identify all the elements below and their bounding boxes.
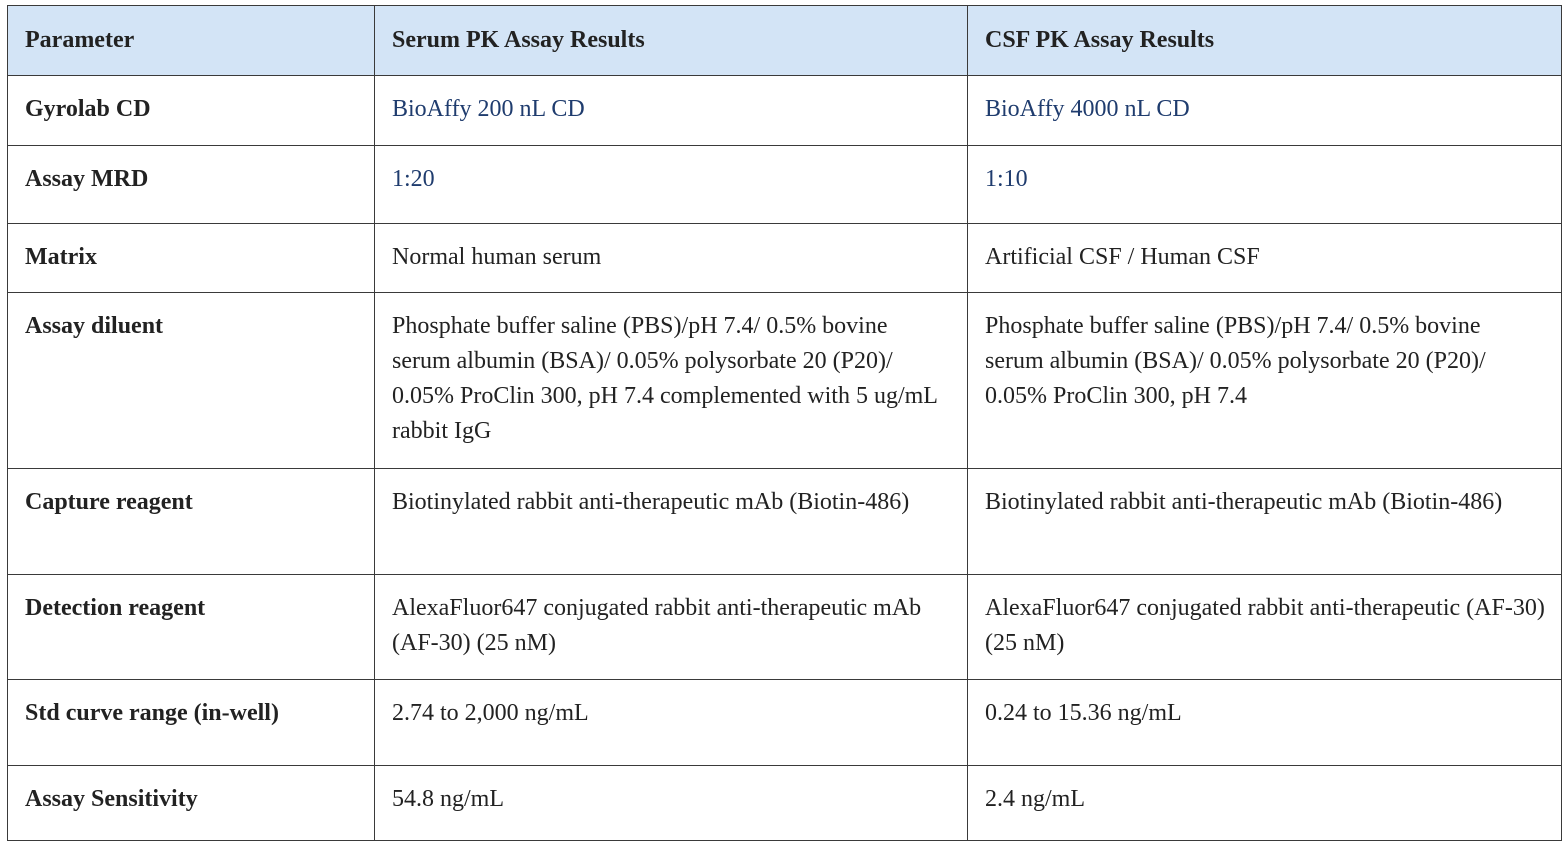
- row-parameter: Capture reagent: [8, 469, 375, 575]
- row-parameter: Assay MRD: [8, 146, 375, 224]
- header-parameter: Parameter: [8, 6, 375, 76]
- row-parameter: Matrix: [8, 224, 375, 293]
- csf-value: 2.4 ng/mL: [968, 766, 1562, 841]
- serum-value: Biotinylated rabbit anti-therapeutic mAb (Biotin-486): [375, 469, 968, 575]
- serum-value: 2.74 to 2,000 ng/mL: [375, 680, 968, 766]
- table-row: [8, 224, 1562, 293]
- header-serum: Serum PK Assay Results: [375, 6, 968, 76]
- serum-value: Normal human serum: [375, 224, 968, 293]
- csf-value: Biotinylated rabbit anti-therapeutic mAb (Biotin-486): [968, 469, 1562, 575]
- table-row: [8, 575, 1562, 680]
- table-header-row: [8, 6, 1562, 76]
- row-parameter: Assay Sensitivity: [8, 766, 375, 841]
- row-parameter: Gyrolab CD: [8, 76, 375, 146]
- serum-value: Phosphate buffer saline (PBS)/pH 7.4/ 0.5% bovine serum albumin (BSA)/ 0.05% polysorbate 20 (P20)/ 0.05% ProClin 300, pH 7.4 complemented with 5 ug/mL rabbit IgG: [375, 293, 968, 469]
- pk-assay-table: [7, 5, 1562, 841]
- serum-value: 1:20: [375, 146, 968, 224]
- serum-value: BioAffy 200 nL CD: [375, 76, 968, 146]
- csf-value: 1:10: [968, 146, 1562, 224]
- csf-value: BioAffy 4000 nL CD: [968, 76, 1562, 146]
- table-row: [8, 293, 1562, 469]
- table-row: [8, 146, 1562, 224]
- row-parameter: Assay diluent: [8, 293, 375, 469]
- row-parameter: Detection reagent: [8, 575, 375, 680]
- csf-value: Artificial CSF / Human CSF: [968, 224, 1562, 293]
- serum-value: AlexaFluor647 conjugated rabbit anti-therapeutic mAb (AF-30) (25 nM): [375, 575, 968, 680]
- serum-value: 54.8 ng/mL: [375, 766, 968, 841]
- csf-value: Phosphate buffer saline (PBS)/pH 7.4/ 0.5% bovine serum albumin (BSA)/ 0.05% polysorbate 20 (P20)/ 0.05% ProClin 300, pH 7.4: [968, 293, 1562, 469]
- csf-value: 0.24 to 15.36 ng/mL: [968, 680, 1562, 766]
- row-parameter: Std curve range (in-well): [8, 680, 375, 766]
- csf-value: AlexaFluor647 conjugated rabbit anti-therapeutic (AF-30) (25 nM): [968, 575, 1562, 680]
- table-row: [8, 76, 1562, 146]
- header-csf: CSF PK Assay Results: [968, 6, 1562, 76]
- table-row: [8, 469, 1562, 575]
- table-row: [8, 766, 1562, 841]
- table-row: [8, 680, 1562, 766]
